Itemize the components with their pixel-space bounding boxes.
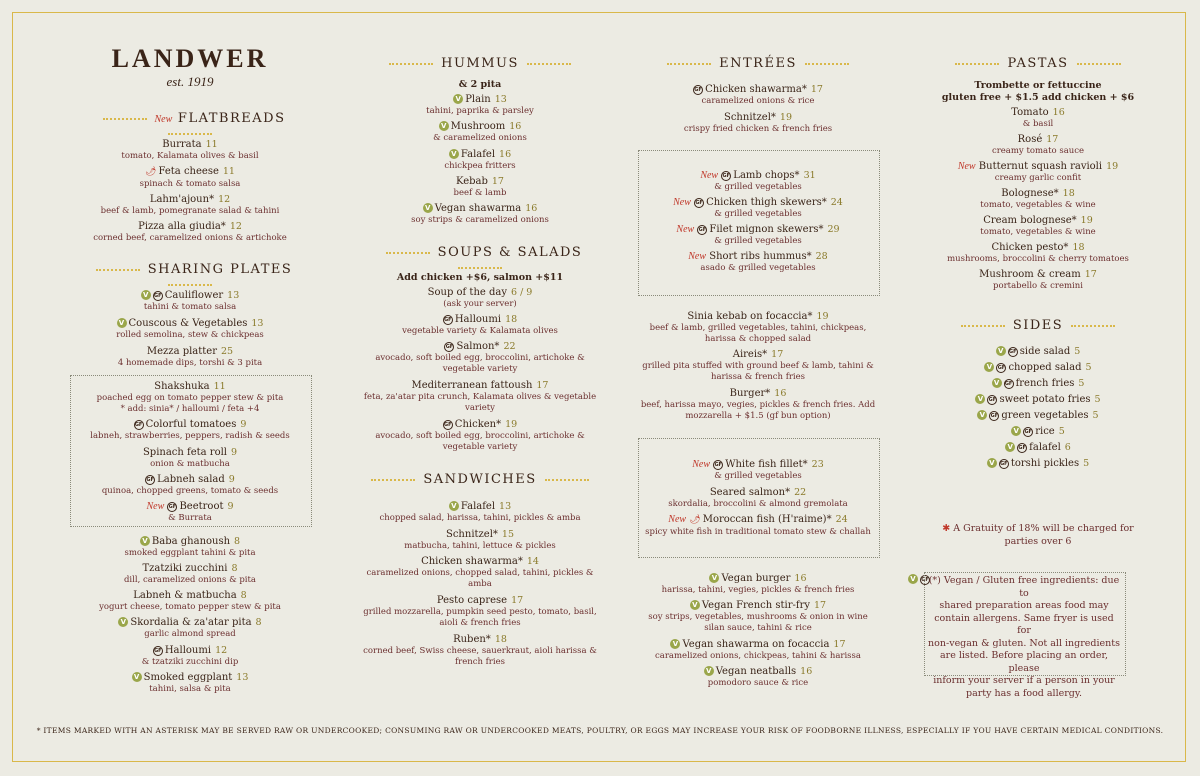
- menu-item: V Vegan neatballs 16 pomodoro sauce & rice: [638, 665, 878, 689]
- menu-item: Burger* 16 beef, harissa mayo, vegies, pickles & french fries. Add mozzarella + $1.5 (gf bun option): [640, 388, 876, 421]
- gluten-free-icon: GF: [921, 577, 929, 583]
- gluten-free-icon: GF: [444, 422, 452, 428]
- menu-item: V Vegan burger 16 harissa, tahini, vegies, pickles & french fries: [661, 573, 855, 595]
- vegan-icon: V: [439, 121, 449, 131]
- vegan-icon: V: [449, 501, 459, 511]
- section-title-sharing-plates: SHARING PLATES: [70, 262, 310, 292]
- gluten-free-icon: GF: [445, 344, 454, 350]
- menu-item: Schnitzel* 19 crispy fried chicken & french fries: [683, 112, 833, 134]
- gratuity-note: ✱ A Gratuity of 18% will be charged for parties over 6: [942, 523, 1134, 547]
- section-subtitle: gluten free + $1.5 add chicken + $6: [941, 92, 1135, 103]
- menu-item: New Short ribs hummus* 28 asado & grilled vegetables: [688, 251, 828, 273]
- new-label: New: [957, 161, 976, 172]
- menu-item: V GF Cauliflower 13 tahini & tomato salsa: [70, 289, 310, 313]
- section-title-soups-salads: SOUPS & SALADS: [352, 245, 608, 275]
- vegan-icon: V: [690, 600, 700, 610]
- gluten-free-icon: GF: [1018, 445, 1026, 451]
- gluten-free-icon: GF: [1024, 429, 1032, 435]
- menu-item: GF Halloumi 18 vegetable variety & Kalamata olives: [402, 314, 558, 336]
- menu-item: Mediterranean fattoush 17 feta, za'atar pita crunch, Kalamata olives & vegetable variety: [363, 380, 597, 413]
- new-label: New: [700, 170, 719, 181]
- new-label: New: [676, 224, 695, 235]
- menu-item: Chicken pesto* 18 mushrooms, broccolini & cherry tomatoes: [947, 242, 1129, 264]
- vegan-icon: V: [453, 94, 463, 104]
- menu-item: V GF sweet potato fries 5: [918, 393, 1158, 406]
- section-title-flatbreads: New FLATBREADS: [70, 111, 310, 141]
- section-subtitle: Trombette or fettuccine: [974, 80, 1102, 91]
- gluten-free-icon: GF: [168, 504, 177, 510]
- menu-item: Burrata 11 tomato, Kalamata olives & basil: [121, 139, 259, 161]
- gluten-free-icon: GF: [444, 317, 452, 323]
- spicy-pepper-icon: 🌶: [689, 515, 701, 525]
- menu-item: Mezza platter 25 4 homemade dips, torshi & 3 pita: [117, 346, 263, 368]
- section-title-entrees: ENTRÉES: [638, 56, 878, 71]
- menu-item: Soup of the day 6 / 9 (ask your server): [427, 287, 533, 309]
- menu-item: New GF Lamb chops* 31 & grilled vegetables: [700, 170, 816, 192]
- menu-item: V Mushroom 16 & caramelized onions: [433, 121, 527, 143]
- gluten-free-icon: GF: [1000, 461, 1008, 467]
- menu-item: V Smoked eggplant 13 tahini, salsa & pita: [70, 671, 310, 695]
- menu-item: V GF torshi pickles 5: [918, 457, 1158, 470]
- menu-item: Sinia kebab on focaccia* 19 beef & lamb, grilled vegetables, tahini, chickpeas, harissa & chopped salad: [649, 311, 867, 344]
- menu-item: New GF Filet mignon skewers* 29 & grilled vegetables: [676, 224, 840, 246]
- vegan-icon: V: [975, 394, 985, 404]
- menu-item: V GF chopped salad 5: [918, 361, 1158, 374]
- menu-item: Schnitzel* 15 matbucha, tahini, lettuce & pickles: [404, 529, 556, 551]
- menu-item: Labneh & matbucha 8 yogurt cheese, tomato pepper stew & pita: [99, 590, 281, 612]
- vegan-icon: V: [140, 536, 150, 546]
- menu-item: Aireis* 17 grilled pita stuffed with ground beef & lamb, tahini & harissa & french fries: [642, 349, 874, 382]
- menu-item: V Baba ghanoush 8 smoked eggplant tahini & pita: [124, 536, 256, 558]
- vegan-icon: V: [908, 574, 918, 584]
- menu-item: V GF french fries 5: [918, 377, 1158, 390]
- gluten-free-icon: GF: [153, 293, 162, 299]
- vegan-icon: V: [704, 666, 714, 676]
- section-title-sides: SIDES: [918, 318, 1158, 333]
- menu-item: New GF White fish fillet* 23 & grilled vegetables: [692, 459, 824, 481]
- menu-item: V Vegan shawarma on focaccia 17 caramelized onions, chickpeas, tahini & harissa: [655, 639, 861, 661]
- gluten-free-icon: GF: [988, 397, 997, 403]
- menu-item: V GF green vegetables 5: [918, 409, 1158, 422]
- brand-established: est. 1919: [166, 74, 214, 89]
- gluten-free-icon: GF: [990, 413, 999, 419]
- vegan-icon: V: [709, 573, 719, 583]
- new-label: New: [154, 114, 173, 125]
- menu-item: V GF falafel 6: [918, 441, 1158, 454]
- menu-item: Kebab 17 beef & lamb: [453, 176, 507, 198]
- gluten-free-icon: GF: [154, 648, 162, 654]
- menu-item: Rosé 17 creamy tomato sauce: [991, 134, 1085, 156]
- vegan-icon: V: [992, 378, 1002, 388]
- gluten-free-icon: GF: [146, 477, 154, 483]
- gluten-free-icon: GF: [698, 227, 707, 233]
- menu-item: Ruben* 18 corned beef, Swiss cheese, sauerkraut, aioli harissa & french fries: [363, 634, 597, 667]
- menu-item: V Vegan French stir-fry 17 soy strips, vegetables, mushrooms & onion in wine silan sauce, tahini & rice: [648, 600, 868, 633]
- menu-item: New GF Beetroot 9 & Burrata: [146, 501, 234, 523]
- menu-item: V GF rice 5: [918, 425, 1158, 438]
- menu-item: V Plain 13 tahini, paprika & parsley: [426, 94, 534, 116]
- gluten-free-icon: GF: [134, 422, 143, 428]
- vegan-icon: V: [670, 639, 680, 649]
- menu-item: New Butternut squash ravioli 19 creamy garlic confit: [957, 161, 1119, 183]
- menu-item: Shakshuka 11 poached egg on tomato pepper stew & pita * add: sinia* / halloumi / feta +4: [96, 381, 284, 414]
- section-subtitle: Add chicken +$6, salmon +$11: [396, 272, 564, 283]
- vegan-icon: V: [1011, 426, 1021, 436]
- new-label: New: [688, 251, 707, 262]
- menu-item: Tomato 16 & basil: [1011, 107, 1065, 129]
- menu-item: V GF side salad 5: [918, 345, 1158, 358]
- menu-item: GF Halloumi 12 & tzatziki zucchini dip: [141, 645, 239, 667]
- menu-item: Cream bolognese* 19 tomato, vegetables & wine: [980, 215, 1096, 237]
- menu-item: V Skordalia & za'atar pita 8 garlic almond spread: [70, 616, 310, 640]
- menu-item: Tzatziki zucchini 8 dill, caramelized onions & pita: [123, 563, 256, 585]
- vegan-icon: V: [423, 203, 433, 213]
- menu-item: V Falafel 13 chopped salad, harissa, tahini, pickles & amba: [379, 501, 581, 523]
- menu-item: V Couscous & Vegetables 13 rolled semolina, stew & chickpeas: [116, 318, 264, 340]
- menu-item: Seared salmon* 22 skordalia, broccolini & almond gremolata: [668, 487, 848, 509]
- gluten-free-icon: GF: [722, 173, 731, 179]
- menu-item: 🌶 Feta cheese 11 spinach & tomato salsa: [139, 166, 241, 189]
- menu-item: Lahm'ajoun* 12 beef & lamb, pomegranate salad & tahini: [100, 194, 280, 216]
- menu-item: Spinach feta roll 9 onion & matbucha: [142, 447, 238, 469]
- menu-item: GF Labneh salad 9 quinoa, chopped greens, tomato & seeds: [101, 474, 279, 496]
- menu-item: Mushroom & cream 17 portabello & cremini: [979, 269, 1097, 291]
- vegan-icon: V: [984, 362, 994, 372]
- section-title-sandwiches: SANDWICHES: [352, 472, 608, 487]
- menu-item: Bolognese* 18 tomato, vegetables & wine: [980, 188, 1096, 210]
- vegan-icon: V: [132, 672, 142, 682]
- menu-item: Chicken shawarma* 14 caramelized onions, chopped salad, tahini, pickles & amba: [366, 556, 594, 589]
- gluten-free-icon: GF: [1004, 381, 1013, 387]
- menu-item: New GF Chicken thigh skewers* 24 & grilled vegetables: [673, 197, 843, 219]
- menu-item: New 🌶 Moroccan fish (H'raime)* 24 spicy white fish in traditional tomato stew & challah: [645, 514, 871, 537]
- gluten-free-icon: GF: [997, 365, 1006, 371]
- new-label: New: [692, 459, 711, 470]
- vegan-icon: V: [117, 318, 127, 328]
- new-label: New: [673, 197, 691, 208]
- vegan-icon: V: [987, 458, 997, 468]
- menu-item: Pesto caprese 17 grilled mozzarella, pumpkin seed pesto, tomato, basil, aioli & french fries: [363, 595, 597, 628]
- allergen-note: (*) Vegan / Gluten free ingredients: due to shared preparation areas food may contain allergens. Same fryer is used for non-vegan & gluten. Not all ingredients are listed. Before placing an order, please inform your server if a person in your party has a food allergy.: [928, 575, 1120, 699]
- gluten-free-icon: GF: [714, 462, 722, 468]
- menu-item: GF Colorful tomatoes 9 labneh, strawberries, peppers, radish & seeds: [90, 419, 290, 441]
- menu-item: GF Chicken shawarma* 17 caramelized onions & rice: [694, 84, 823, 106]
- spicy-pepper-icon: 🌶: [145, 167, 157, 177]
- menu-item: V Falafel 16 chickpea fritters: [444, 149, 516, 171]
- menu-item: V Vegan shawarma 16 soy strips & caramelized onions: [411, 203, 549, 225]
- new-label: New: [668, 514, 687, 525]
- menu-item: GF Chicken* 19 avocado, soft boiled egg, broccolini, artichoke & vegetable variety: [375, 419, 585, 452]
- vegan-icon: V: [141, 290, 151, 300]
- new-label: New: [146, 501, 165, 512]
- vegan-icon: V: [118, 617, 128, 627]
- vegan-icon: V: [996, 346, 1006, 356]
- vegan-icon: V: [1005, 442, 1015, 452]
- gluten-free-icon: GF: [695, 200, 703, 206]
- gluten-free-icon: GF: [1008, 349, 1017, 355]
- section-title-hummus: HUMMUS: [352, 56, 608, 71]
- asterisk-icon: ✱: [942, 523, 951, 534]
- menu-item: Pizza alla giudia* 12 corned beef, caramelized onions & artichoke: [93, 221, 287, 243]
- gluten-free-icon: GF: [694, 87, 702, 93]
- raw-food-disclaimer: * ITEMS MARKED WITH AN ASTERISK MAY BE SERVED RAW OR UNDERCOOKED; CONSUMING RAW OR UNDERCOOKED MEATS, POULTRY, OR EGGS MAY INCREASE YOUR RISK OF FOODBORNE ILLNESS, ESPECIALLY IF YOU HAVE CERTAIN MEDICAL CONDITIONS.: [36, 726, 1164, 735]
- brand-logo: LANDWER: [111, 44, 269, 73]
- vegan-icon: V: [449, 149, 459, 159]
- section-title-pastas: PASTAS: [918, 56, 1158, 71]
- menu-item: GF Salmon* 22 avocado, soft boiled egg, broccolini, artichoke & vegetable variety: [375, 341, 585, 374]
- section-subtitle: & 2 pita: [458, 79, 502, 90]
- vegan-icon: V: [977, 410, 987, 420]
